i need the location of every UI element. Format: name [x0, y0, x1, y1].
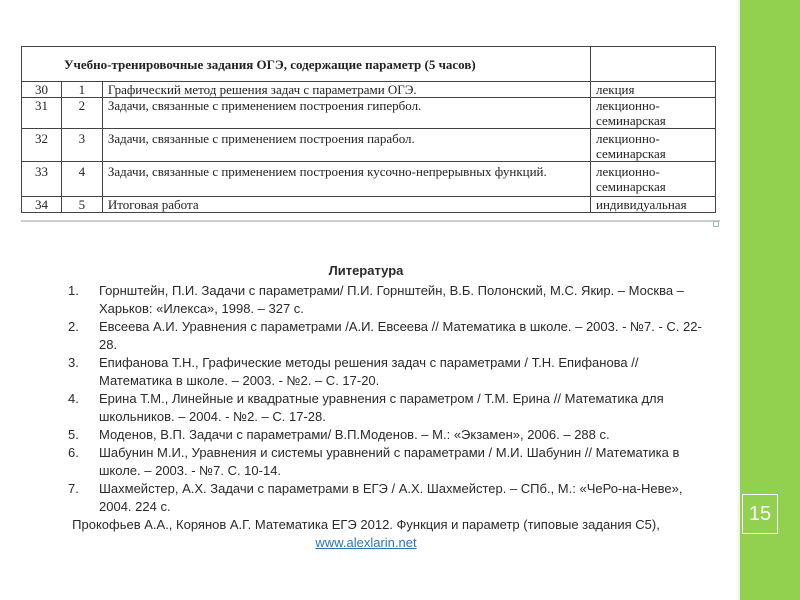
literature-item-number: 2.	[68, 319, 79, 334]
table-header-row	[22, 47, 716, 82]
literature-item-text: Ерина Т.М., Линейные и квадратные уравнения с параметром / Т.М. Ерина // Математика для школьников. – 2004. - №2. – С. 17-28.	[99, 391, 664, 424]
topic-text: Задачи, связанные с применением построения парабол.	[102, 129, 590, 162]
literature-item	[66, 282, 706, 318]
lesson-number: 30	[22, 82, 62, 98]
topic-index: 5	[61, 197, 102, 213]
literature-extra-text: Прокофьев А.А., Корянов А.Г. Математика ЕГЭ 2012. Функция и параметр (типовые задания С5),	[72, 517, 660, 532]
literature-item	[66, 444, 706, 480]
literature-item-text: Епифанова Т.Н., Графические методы решения задач с параметрами / Т.Н. Епифанова // Математика в школе. – 2003. - №2. – С. 17-20.	[99, 355, 639, 388]
literature-item	[66, 480, 706, 516]
lesson-type: лекционно-семинарская	[591, 162, 716, 197]
lesson-number: 33	[22, 162, 62, 197]
topic-text: Итоговая работа	[102, 197, 590, 213]
table-row	[22, 82, 716, 98]
lesson-number: 34	[22, 197, 62, 213]
literature-item-text: Горнштейн, П.И. Задачи с параметрами/ П.И. Горнштейн, В.Б. Полонский, М.С. Якир. – Москва – Харьков: «Илекса», 1998. – 327 с.	[99, 283, 684, 316]
table-bottom-shadow	[21, 220, 720, 222]
topic-text: Задачи, связанные с применением построения кусочно-непрерывных функций.	[102, 162, 590, 197]
topic-index: 4	[61, 162, 102, 197]
lesson-type: лекционно-семинарская	[591, 129, 716, 162]
literature-item-number: 3.	[68, 355, 79, 370]
alexlarin-link[interactable]: www.alexlarin.net	[315, 535, 417, 550]
literature-item	[66, 318, 706, 354]
lesson-number: 32	[22, 129, 62, 162]
topic-index: 2	[61, 98, 102, 129]
literature-item	[66, 390, 706, 426]
literature-item-text: Евсеева А.И. Уравнения с параметрами /А.И. Евсеева // Математика в школе. – 2003. - №7. - С. 22-28.	[99, 319, 702, 352]
literature-item-number: 1.	[68, 283, 79, 298]
lesson-type: лекционно-семинарская	[591, 98, 716, 129]
literature-item-text: Моденов, В.П. Задачи с параметрами/ В.П.Моденов. – М.: «Экзамен», 2006. – 288 с.	[99, 427, 610, 442]
topic-text: Задачи, связанные с применением построения гипербол.	[102, 98, 590, 129]
literature-item	[66, 426, 706, 444]
table-header-empty-cell	[591, 47, 716, 82]
topic-index: 3	[61, 129, 102, 162]
literature-item-number: 7.	[68, 481, 79, 496]
topic-text: Графический метод решения задач с параметрами ОГЭ.	[102, 82, 590, 98]
table-row	[22, 197, 716, 213]
lesson-type: индивидуальная	[591, 197, 716, 213]
literature-item-number: 4.	[68, 391, 79, 406]
topics-table	[21, 46, 716, 213]
table-row	[22, 162, 716, 197]
table-resize-handle[interactable]	[713, 221, 719, 227]
literature-item-number: 6.	[68, 445, 79, 460]
topics-table-container	[21, 46, 716, 213]
literature-item	[66, 354, 706, 390]
lesson-type: лекция	[591, 82, 716, 98]
literature-item-number: 5.	[68, 427, 79, 442]
literature-item-text: Шабунин М.И., Уравнения и системы уравнений с параметрами / М.И. Шабунин // Математика в школе. – 2003. - №7. С. 10-14.	[99, 445, 680, 478]
page-number-badge: 15	[742, 494, 778, 534]
table-row	[22, 129, 716, 162]
literature-title: Литература	[328, 263, 404, 278]
table-header: Учебно-тренировочные задания ОГЭ, содержащие параметр (5 часов)	[22, 47, 591, 82]
lesson-number: 31	[22, 98, 62, 129]
literature-item-text: Шахмейстер, А.Х. Задачи с параметрами в ЕГЭ / А.Х. Шахмейстер. – СПб., М.: «ЧеРо-на-Неве», 2004. 224 с.	[99, 481, 683, 514]
topic-index: 1	[61, 82, 102, 98]
table-row	[22, 98, 716, 129]
literature-section	[66, 262, 706, 552]
literature-extra-source	[66, 516, 666, 552]
